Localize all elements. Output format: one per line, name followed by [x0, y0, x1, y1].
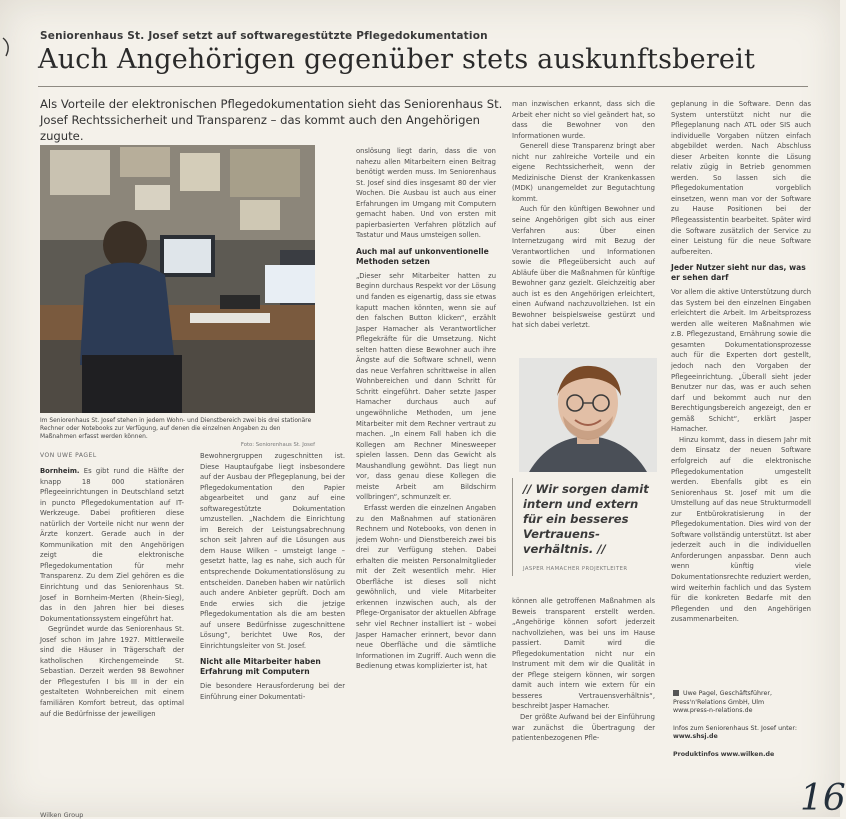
paragraph: onslösung liegt darin, dass die von nahezu allen Mitarbeitern einen Beitrag benötigt werden muss. Im Seniorenhaus St. Josef sind dies insgesamt 80 der vier Wochen. Die Ausbau ist auch aus einer Erfahrungen im Umgang mit Computern gemacht haben. Und von ersten mit papierbasierten Verfahren plötzlich auf Tastatur und Maus umsteigen sollen.	[356, 147, 496, 240]
paragraph: Bornheim. Es gibt rund die Hälfte der knapp 18 000 stationären Pflegeeinrichtungen in Deutschland setzt in puncto Pflegedokumentation auf IT-Werkzeuge. Dabei profitieren diese natürlich der Vorteile nicht nur wenn der Ärzte konzert. Gerade auch in der Kommunikation mit den Angehörigen zeigt die elektronische Pflegedokumentation für mehr Transparenz. Zu dem Ziel gehören es die Einrichtung und das Seniorenhaus St. Josef in Bornheim-Merten (Rhein-Sieg), das in den Jahren hier bei dieses Dokumentationssystem eingeführt hat.	[40, 467, 184, 623]
author-url[interactable]: www.press-n-relations.de	[673, 707, 753, 714]
footer-fragment: Wilken Group	[40, 811, 84, 819]
subheading: Nicht alle Mitarbeiter haben Erfahrung mit Computern	[200, 657, 321, 677]
paragraph: man inzwischen erkannt, dass sich die Arbeit eher nicht so viel geändert hat, so dass die Bewohner von den Informationen wurde.	[512, 100, 655, 140]
article-column-1	[40, 466, 184, 806]
paragraph: Die besondere Herausforderung bei der Einführung einer Dokumentati-	[200, 682, 345, 701]
quote-text: // Wir sorgen damit intern und extern für ein besseres Vertrauens-verhältnis. //	[523, 482, 649, 556]
article-column-5	[671, 99, 811, 665]
dateline: Bornheim.	[40, 467, 80, 475]
photo-credit: Foto: Seniorenhaus St. Josef	[240, 442, 315, 448]
portrait-photo	[519, 358, 657, 472]
handwritten-page-number: 16	[800, 778, 846, 819]
paragraph: Auch für den künftigen Bewohner und seine Angehörigen gibt sich aus einer Verfahren aus: Über einen Internetzugang wird mit Bezug der Verantwortlichen und Informationen sowie die Pflegeübersicht auch auf Abläufe über die Maßnahmen für künftige Bewohner ganz gezielt. Gleichzeitig aber auch ist es den Angehörigen erleichtert, einen Aufwand nachzuvollziehen. Ist ein Bewohner beispielsweise gestürzt und hat sich dabei verletzt.	[512, 205, 655, 330]
headline-rule	[38, 86, 808, 87]
caption-text: Im Seniorenhaus St. Josef stehen in jedem Wohn- und Dienstbereich zwei bis drei stationäre Rechner oder Notebooks zur Verfügung, auf denen die einzelnen Angaben zu den Maßnahmen erfasst werden können.	[40, 418, 312, 440]
author-info: Uwe Pagel, Geschäftsführer, Press'n'Relations GmbH, Ulm www.press-n-relations.de	[673, 690, 772, 714]
paragraph: geplanung in die Software. Denn das System unterstützt nicht nur die Pflegeplanung nach ATL oder SIS auch individuelle Vorgaben nützen einfach abgebildet werden. Nach Abschluss dieser Arbeiten konnte die Lösung relativ zügig in Betrieb genommen werden. So lassen sich die Pflegedokumentation vorgeblich einsetzen, wenn man vor der Software zu Hause Positionen bei der Pflegeassistentin bearbeitet. Später wird die Software zusätzlich der Service zu einer Leistung für die neue Software aufbereiten.	[671, 100, 811, 256]
seniorenhaus-info: Infos zum Seniorenhaus St. Josef unter: www.shsj.de	[673, 724, 798, 740]
paragraph: Gegründet wurde das Seniorenhaus St. Josef schon im Jahre 1927. Mittlerweile sind die Häuser in Trägerschaft der katholischen Kirchengemeinde St. Sebastian. Derzeit werden 98 Bewohner der Pflegestufen I bis III in der ein gestalteten Wohnbereichen mit einem familiären Komfort betreut, das optimal auf die Bedürfnisse der jeweiligen	[40, 625, 184, 718]
paragraph: Erfasst werden die einzelnen Angaben zu den Maßnahmen auf stationären Rechnern und Notebooks, von denen in jedem Wohn- und Dienstbereich zwei bis drei zur Verfügung stehen. Dabei erhalten die meisten Personalmitglieder mit der Zeit wesentlich mehr. Hier Oberfläche ist dieses soll nicht gewöhnlich, und viele Mitarbeiter erkennen inzwischen auch, als der Pflege-Organisator der aktuellen Abfrage sehr viel Rechner installiert ist – wobei Jasper Hamacher erinnert, bevor dann neue Oberfläche und die sämtliche Informationen im Zugriff. Auch wenn die Bedienung etwas komplizierter ist, hat	[356, 503, 496, 671]
article-column-3	[356, 146, 496, 811]
product-url[interactable]: www.wilken.de	[720, 750, 775, 758]
byline: VON UWE PAGEL	[40, 452, 97, 459]
seniorenhaus-url[interactable]: www.shsj.de	[673, 733, 718, 740]
paragraph: „Dieser sehr Mitarbeiter hatten zu Beginn durchaus Respekt vor der Lösung und fanden es eigenartig, dass sie etwas kaputt machen könnten, wenn sie auf den falschen Button klicken“, erzählt Jasper Hamacher als Verantwortlicher Pflegekräfte für die Umsetzung. Nicht selten hatten diese Bewohner auch ihre Ängste auf die Software schnell, wenn das neue Verfahren schrittweise in allen Wohnbereichen und dann Schritt für Schritt eingeführt. Daher setzte Jasper Hamacher durchaus auch auf ungewöhnliche Methoden, um jene Mitarbeiter mit dem Rechner vertraut zu machen. „In einem Fall haben ich die Kollegen am Rechner Minesweeper spielen lassen. Denn das Gewicht als Maushandlung gewöhnt. Das liegt nun vor, dass genau diese Kollegen die meiste Arbeit am Bildschirm vollbringen“, schmunzelt er.	[356, 271, 496, 502]
quote-author: JASPER HAMACHER PROJEKTLEITER	[523, 566, 628, 572]
article-photo	[40, 145, 315, 413]
headline: Auch Angehörigen gegenüber stets auskunftsbereit	[38, 44, 755, 75]
subheading: Auch mal auf unkonventionelle Methoden setzen	[356, 246, 489, 266]
photo-caption	[40, 417, 315, 449]
lead-paragraph: Als Vorteile der elektronischen Pflegedokumentation sieht das Seniorenhaus St. Josef Rechtssicherheit und Transparenz – das kommt auch den Angehörigen zugute.	[40, 97, 503, 143]
pull-quote	[512, 478, 658, 576]
product-info: Produktinfos www.wilken.de	[673, 750, 775, 758]
article-column-4-continued	[512, 596, 655, 811]
paragraph: können alle getroffenen Maßnahmen als Beweis transparent erstellt werden. „Angehörige können sofort jederzeit nachvollziehen, was bei uns im Hause passiert. Damit wird die Pflegedokumentation nicht nur ein Instrument mit dem wir die Qualität in der Pflege steigern können, wir sorgen damit auch intern wie extern für ein besseres Vertrauensverhältnis“, beschreibt Jasper Hamacher.	[512, 597, 655, 711]
article-column-2	[200, 451, 345, 811]
info-box	[673, 690, 813, 768]
square-bullet-icon	[673, 690, 679, 696]
paragraph: Generell diese Transparenz bringt aber nicht nur zahlreiche Vorteile und ein eigene Rechtssicherheit, wenn der Medizinische Dienst der Krankenkassen (MDK) unangemeldet zur Begutachtung kommt.	[512, 142, 655, 203]
paragraph: Der größte Aufwand bei der Einführung war zunächst die Übertragung der patientenbezogenen Pfle-	[512, 713, 655, 743]
paragraph: Vor allem die aktive Unterstützung durch das System bei den einzelnen Eingaben erleichtert die Arbeit. Im Arbeitsprozess werden alle weiteren Maßnahmen wie z.B. Pflegezustand, Ernährung sowie die gesamten Dokumentationsprozesse auch für die Experten dort gestellt, jedoch nach den Vorgaben der Pflegeeinrichtung. „Überall sieht jeder Benutzer nur das, was er auch sehen darf und bekommt auch nur den Berechtigungsbereich angezeigt, den er gemäß Schicht“, erklärt Jasper Hamacher.	[671, 288, 811, 434]
paragraph: Hinzu kommt, dass in diesem Jahr mit dem Einsatz der neuen Software erfolgreich auf die elektronische Pflegedokumentation umgestellt werden. Ebenfalls gibt es ein Seniorenhaus St. Josef mit um die Umstellung auf das neue Strukturmodell zur Entbürokratisierung in der Pflegedokumentation. Dies wird von der Software vollständig unterstützt. Ist aber jederzeit auch in die individuellen Anforderungen anpassbar. Denn auch wenn künftig viele Dokumentationsrechte reduziert werden, wird weiterhin fachlich und das System für die konkreten Bedarfe mit den Pflegenden und den Angehörigen zusammenarbeiten.	[671, 435, 811, 624]
article-column-4	[512, 99, 655, 331]
kicker: Seniorenhaus St. Josef setzt auf softwaregestützte Pflegedokumentation	[40, 30, 488, 42]
scan-corner-mark	[0, 36, 14, 58]
subheading: Jeder Nutzer sieht nur das, was er sehen darf	[671, 263, 806, 283]
paragraph: Bewohnergruppen zugeschnitten ist. Diese Hauptaufgabe liegt insbesondere auf der Ausbau der Pflegeplanung, bei der Pflegedokumentation den Papier abgearbeitet und ganz auf eine softwaregestützte Dokumentation umzustellen. „Nachdem die Einrichtung im Bereich der Leistungsabrechnung schon seit Jahren auf die Lösungen aus dem Hause Wilken – umsteigt lange – gesetzt hatte, lag es nahe, sich auch für entsprechende Dokumentationslösung zu entscheiden. Daneben haben wir natürlich auch andere Anbieter geprüft. Doch am Ende erwies sich die jetzige Pflegedokumentation als die am besten auf unsere Bedürfnisse zugeschnittene Lösung“, berichtet Uwe Ros, der Einrichtungsleiter von St. Josef.	[200, 452, 345, 650]
